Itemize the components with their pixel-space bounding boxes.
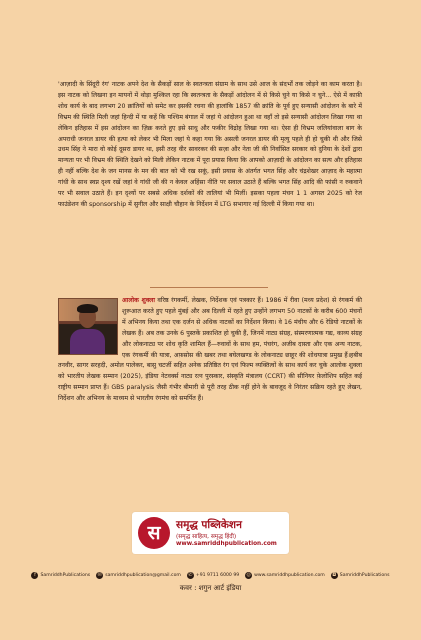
social-phone[interactable] <box>187 572 239 579</box>
publisher-logo-icon: स <box>138 517 170 549</box>
photo-hair <box>77 304 98 313</box>
phone-icon: ✆ <box>188 571 193 578</box>
email-icon: ✉ <box>97 571 102 578</box>
facebook-icon: f <box>31 572 38 579</box>
social-instagram[interactable] <box>331 572 390 579</box>
web-icon: ◎ <box>246 571 251 578</box>
social-web[interactable] <box>245 572 325 579</box>
author-bio-text: वरिष्ठ रंगकर्मी, लेखक, निर्देशक एवं पत्रकार हैं। 1986 में रीवा (मध्य प्रदेश) से रंगकर्म की शुरूआत करते हुए पहले मुंबई और अब दिल्ली में रहते हुए उन्होंने लगभग 50 नाटकों के करीब 600 मंचनों में अभिनय किया तथा एक दर्जन से अधिक नाटकों का निर्देशन किया। वे 16 मंचीय और 6 रेडियो नाटकों के लेखक हैं। अब तक उनके 6 पुस्तकें प्रकाशित हो चुकी हैं, जिनमें नाट्य संग्रह, संस्मरणात्मक गद्य, काव्य संग्रह और लोकनाट्य पर शोध कृति शामिल हैं—रुवावों के साथ हम, पंचरंग, अजीब दास्ता और एक अन्य नाटक, एक रंगकर्मी की यात्रा, अफ़सोस की खबर तथा बघेलखण्ड के लोकनाट्य छाहूर की शोधयात्रा प्रमुख हैं।हबीब तनवीर, सागर सरहदी, अमोल पालेकर, बासु चटर्जी सहित अनेक प्रतिष्ठित रंग एवं फिल्म व्यक्तित्वों के साथ कार्य कर चुके आलोक शुक्ला को भारतीय लेखक सम्मान (2025), इंडिया नेटवर्क्स नाट्य रत्न पुरस्कार, संस्कृति मंत्रालय (CCRT) की सीनियर फ़ेलोशिप सहित कई राष्ट्रीय सम्मान प्राप्त हैं। GBS paralysis जैसी गंभीर बीमारी से पूरी तरह ठीक नहीं होने के बावजूद वे निरंतर सक्रिय रहते हुए लेखन, निर्देशन और अभिनय के माध्यम से भारतीय रंगमंच को समर्पित हैं। <box>58 297 363 403</box>
social-email[interactable] <box>96 572 181 579</box>
publisher-name: समृद्ध पब्लिकेशन <box>176 519 242 531</box>
section-divider <box>150 287 268 288</box>
publisher-logo <box>132 512 289 554</box>
publisher-tagline: (समृद्ध साहित्य, समृद्ध हिंदी) <box>176 534 237 540</box>
photo-shirt <box>70 329 105 354</box>
instagram-icon: ◘ <box>332 571 337 578</box>
social-email-text: samriddhpublication@gmail.com <box>105 572 181 578</box>
author-name: आलोक शुक्ला <box>122 297 155 304</box>
social-web-text: www.samriddhpublication.com <box>254 572 325 578</box>
social-bar <box>0 569 421 581</box>
author-photo <box>58 298 118 355</box>
social-facebook-text: SamriddhPublications <box>40 572 91 578</box>
social-phone-text: +91 9711 6000 99 <box>195 572 240 578</box>
publisher-url[interactable]: www.samriddhpublication.com <box>176 541 277 547</box>
social-instagram-text: SamriddhPublications <box>339 572 390 578</box>
social-facebook[interactable] <box>31 572 90 579</box>
main-paragraph: 'आज़ादी के सिंदूरी रंग' नाटक अपने देश के सैकड़ों साल के स्वतन्त्रता संग्राम के साथ उसे आज के संदर्भों तक जोड़ने का काम करता है। इस नाटक को लिखना इन मायनों में थोड़ा मुश्किल रहा कि स्वतन्त्रता के सैकड़ों आंदोलन में से किसे चुने या किसे न चुने... ऐसे में काफ़ी शोध कार्य के बाद लगभग 20 क्रांतियों को समेट कर इसकी रचना की हालांकि 1857 की क्रांति के पूर्व हुए सन्यासी आंदोलन के बारे में विभ्रम की स्थिति मिली जहां हिन्दी में या कहें कि पश्चिम बंगाल में जहां ये आंदोलन हुआ था वहाँ तो इसे सन्यासी आंदोलन लिखा गया था लेकिन इतिहास में इस आंदोलन का ज़िक्र करते हुए इसे साधु और फकीर विद्रोह लिखा गया था। ऐसा ही विभ्रम जलियांवाला बाग के अपराधी जनरल डायर की हत्या को लेकर भी मिला जहां ये कहा गया कि असली जनरल डायर की मृत्यु पहले ही हो चुकी थी और जिसे उधम सिंह ने मारा वो कोई दूसरा डायर था, इसी तरह वीर सावरकर की सज़ा और नेता जी की निर्वासित सरकार को दुनिया के देशों द्वारा मान्यता पर भी विभ्रम की स्थिति देखने को मिली लेकिन नाटक में पूरा प्रयास किया कि आपको आज़ादी के आंदोलन का सत्य और इतिहास ही नहीं बल्कि देश के जन मानस के मन की बात को भी रख सकूं, इसी प्रयास के अंतर्गत भगत सिंह और चंद्रशेखर आज़ाद के महात्मा गांधी के साथ स्वप्न दृश्य रखें जहां वे गांधी जी की न केवल अहिंसा नीति पर सवाल उठाते हैं बल्कि भगत सिंह आदि की फांसी न रुकवाने पर भी सवाल उठाते हैं। इन दृश्यों पर सबसे अधिक दर्शकों की तालियां भी मिलीं। इसका पहला मंचन 1 1 अगस्त 2025 को रेज फाउंडेशन की sponsorship में सुनील और साक्षी चौहान के निर्देशन में LTG सभागार नई दिल्ली में किया गया था। <box>58 81 362 208</box>
cover-credit: कवर : शगुन आर्ट इंडिया <box>179 584 242 592</box>
